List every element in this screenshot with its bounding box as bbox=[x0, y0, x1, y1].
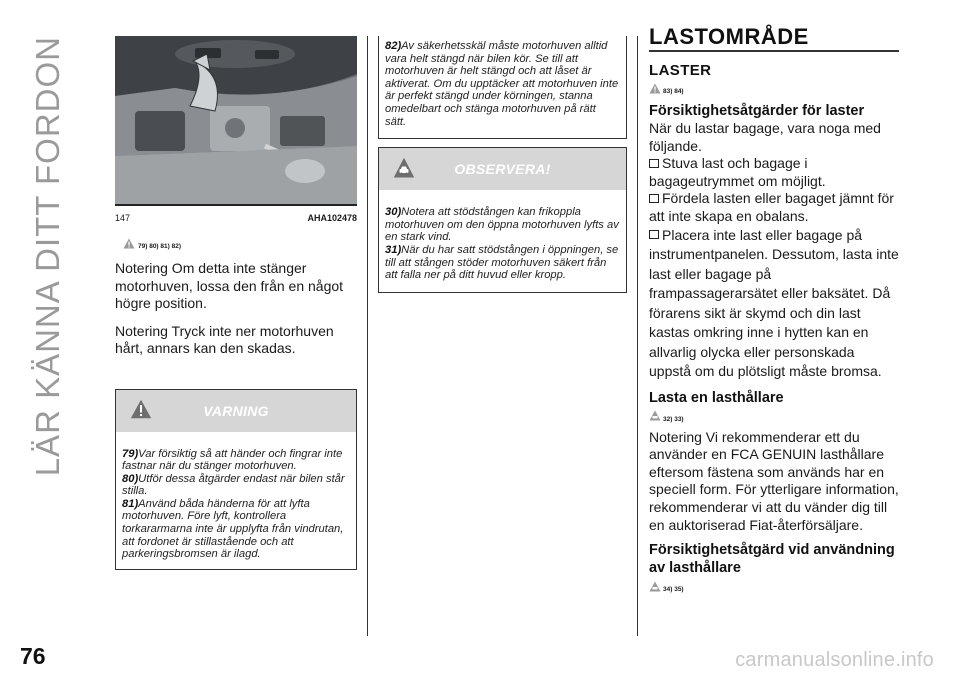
caution-title: OBSERVERA! bbox=[454, 161, 551, 178]
caution-note bbox=[385, 206, 620, 244]
column-1 bbox=[115, 36, 357, 570]
bullet-item bbox=[649, 226, 899, 382]
note-text: Av säkerhetsskäl måste motorhuven alltid vara helt stängd när bilen kör. Se till att motorhuven är helt stängd och att låset är aktiverat. Om du upptäcker att motorhuven inte är perfekt stängd under körningen, stanna omedelbart och stänga motorhuven på rätt sätt. bbox=[385, 40, 619, 128]
checkbox-bullet-icon bbox=[649, 159, 659, 168]
checkbox-bullet-icon bbox=[649, 194, 659, 203]
bullet-text: Placera inte last eller bagage på instrumentpanelen. Dessutom, lasta inte last eller bagage på frampassagerarsätet eller baksätet. Då förarens sikt är skymd och din last kastas omkring inne i hytten kan en allvarlig olycka eller personskada uppstå om du plötsligt måste bromsa. bbox=[649, 226, 899, 380]
warning-refs bbox=[649, 579, 899, 593]
warning-triangle-icon bbox=[123, 238, 135, 249]
bullet-text: Fördela lasten eller bagaget jämnt för att inte skapa en obalans. bbox=[649, 190, 894, 224]
reference-numbers: 32) 33) bbox=[663, 415, 684, 423]
subsection-title: LASTER bbox=[649, 62, 712, 79]
column-3 bbox=[649, 26, 899, 593]
paragraph: När du lastar bagage, vara noga med följande. bbox=[649, 120, 881, 154]
note-number: 80) bbox=[122, 472, 139, 485]
caution-content bbox=[379, 190, 626, 292]
warning-triangle-icon bbox=[649, 83, 661, 94]
warning-content bbox=[116, 432, 356, 569]
bullet-text: Stuva last och bagage i bagageutrymmet om möjligt. bbox=[649, 155, 826, 189]
heading: Försiktighetsåtgärd vid användning av lasthållare bbox=[649, 542, 895, 577]
warning-note bbox=[385, 40, 620, 128]
chapter-title bbox=[18, 36, 78, 477]
figure-caption bbox=[115, 213, 357, 223]
note-number: 30) bbox=[385, 206, 402, 219]
caution-note bbox=[385, 244, 620, 282]
warning-box-continued bbox=[378, 36, 627, 139]
bullet-item bbox=[649, 190, 899, 225]
heading: Lasta en lasthållare bbox=[649, 389, 784, 406]
paragraph: Notering Vi rekommenderar ett du använder en FCA GENUIN lasthållare eftersom fästena som används har en speciell form. För ytterligare information, rekommenderar vi att du vänder dig till en auktoriserad Fiat-återförsäljare. bbox=[649, 428, 899, 533]
reference-numbers: 79) 80) 81) 82) bbox=[138, 243, 181, 250]
page-number: 76 bbox=[20, 643, 46, 669]
chapter-title-text: LÄR KÄNNA DITT FORDON bbox=[29, 36, 66, 477]
note-number: 79) bbox=[122, 447, 139, 460]
note-text: Utför dessa åtgärder endast när bilen står stilla. bbox=[122, 472, 345, 498]
figure-code: AHA102478 bbox=[307, 213, 357, 223]
warning-note bbox=[122, 448, 350, 473]
reference-numbers: 34) 35) bbox=[663, 586, 684, 594]
paragraph: Notering Om detta inte stänger motorhuven, lossa den från en något högre position. bbox=[115, 260, 344, 311]
note-number: 31) bbox=[385, 243, 402, 256]
warning-box bbox=[115, 389, 357, 570]
warning-refs bbox=[123, 237, 357, 250]
note-number: 81) bbox=[122, 497, 139, 510]
warning-triangle-icon bbox=[130, 399, 152, 419]
column-2 bbox=[378, 36, 627, 293]
note-text: Notera att stödstången kan frikoppla motorhuven om den öppna motorhuven lyfts av en stark vind. bbox=[385, 206, 619, 244]
figure-number: 147 bbox=[115, 213, 131, 223]
heading: Försiktighetsåtgärder för laster bbox=[649, 103, 865, 119]
checkbox-bullet-icon bbox=[649, 230, 659, 239]
section-title: LASTOMRÅDE bbox=[649, 26, 899, 52]
reference-numbers: 83) 84) bbox=[663, 88, 684, 95]
caution-box bbox=[378, 147, 627, 293]
note-text: När du har satt stödstången i öppningen, se till att stången stöder motorhuven säkert från att falla ner på ditt huvud eller kropp. bbox=[385, 243, 619, 282]
note-text: Använd båda händerna för att lyfta motorhuven. Före lyft, kontrollera torkararmarna inte är upplyfta från vindrutan, att fordonet är stillastående och att parkeringsbromsen är ilagd. bbox=[122, 497, 344, 561]
column-divider bbox=[367, 36, 368, 636]
warning-refs bbox=[649, 409, 899, 423]
warning-note bbox=[122, 498, 350, 561]
note-number: 82) bbox=[385, 40, 402, 52]
engine-bay-image bbox=[115, 36, 357, 206]
car-caution-icon bbox=[649, 410, 661, 421]
warning-title: VARNING bbox=[203, 402, 269, 419]
caution-header bbox=[379, 148, 626, 190]
warning-refs bbox=[649, 81, 899, 95]
column-divider bbox=[637, 36, 638, 636]
note-text: Var försiktig så att händer och fingrar inte fastnar när du stänger motorhuven. bbox=[122, 447, 343, 473]
car-caution-icon bbox=[649, 581, 661, 592]
paragraph: Notering Tryck inte ner motorhuven hårt, annars kan den skadas. bbox=[115, 322, 334, 356]
engine-bay-illustration bbox=[115, 36, 357, 206]
warning-header bbox=[116, 390, 356, 432]
watermark: carmanualsonline.info bbox=[735, 649, 934, 671]
bullet-item bbox=[649, 155, 899, 190]
car-caution-icon bbox=[393, 157, 415, 179]
warning-note bbox=[122, 473, 350, 498]
